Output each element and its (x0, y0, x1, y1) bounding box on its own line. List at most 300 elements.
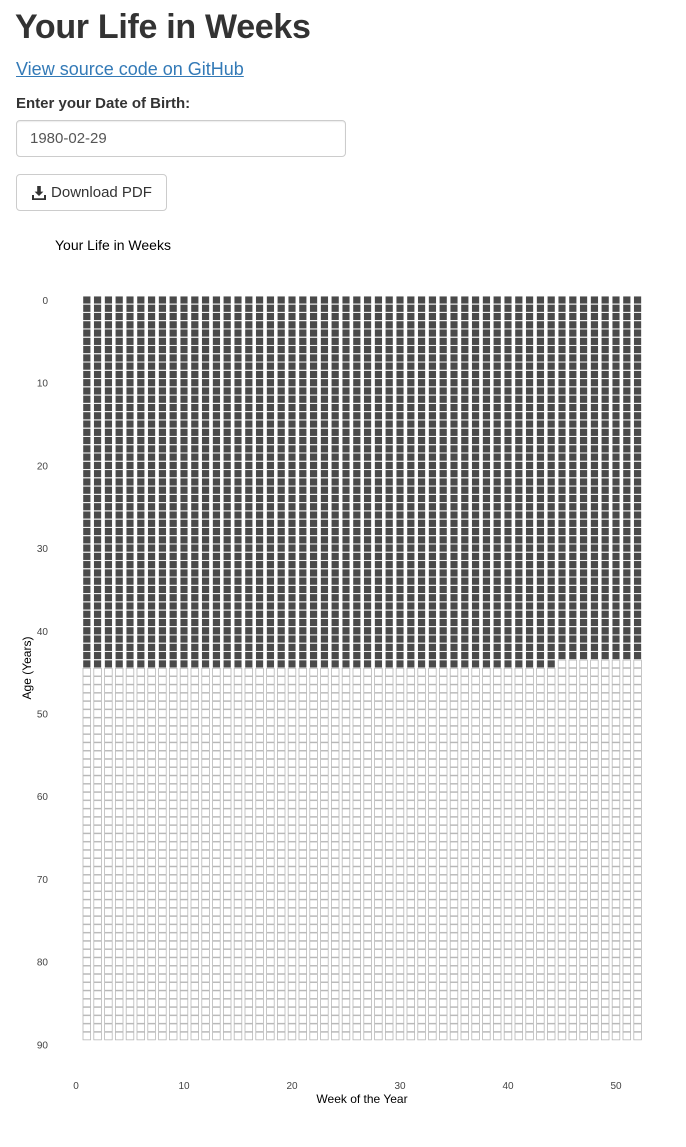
week-cell-future (623, 908, 631, 916)
week-cell-future (472, 776, 480, 784)
week-cell-lived (148, 338, 156, 346)
week-cell-lived (126, 429, 134, 437)
week-cell-future (612, 1007, 620, 1015)
week-cell-future (450, 817, 458, 825)
week-cell-lived (634, 553, 642, 561)
week-cell-future (310, 768, 318, 776)
week-cell-future (310, 685, 318, 693)
week-cell-lived (547, 635, 555, 643)
week-cell-lived (547, 354, 555, 362)
week-cell-lived (94, 586, 102, 594)
week-cell-future (472, 933, 480, 941)
week-cell-lived (169, 553, 177, 561)
week-cell-future (137, 693, 145, 701)
week-cell-lived (277, 329, 285, 337)
week-cell-lived (418, 313, 426, 321)
week-cell-lived (245, 577, 253, 585)
dob-input[interactable] (16, 120, 346, 157)
week-cell-lived (83, 519, 91, 527)
week-cell-future (115, 883, 123, 891)
week-cell-future (191, 768, 199, 776)
week-cell-future (515, 983, 523, 991)
week-cell-lived (159, 627, 167, 635)
week-cell-lived (126, 304, 134, 312)
week-cell-future (547, 776, 555, 784)
week-cell-future (148, 1007, 156, 1015)
week-cell-lived (342, 462, 350, 470)
week-cell-future (105, 1007, 113, 1015)
week-cell-future (515, 933, 523, 941)
week-cell-lived (202, 627, 210, 635)
week-cell-future (558, 784, 566, 792)
week-cell-future (396, 825, 404, 833)
week-cell-future (169, 859, 177, 867)
x-tick-label: 40 (502, 1081, 514, 1092)
week-cell-future (601, 958, 609, 966)
week-cell-lived (105, 635, 113, 643)
week-cell-lived (364, 486, 372, 494)
week-cell-lived (256, 528, 264, 536)
week-cell-lived (288, 619, 296, 627)
week-cell-lived (385, 346, 393, 354)
week-cell-lived (623, 511, 631, 519)
week-cell-future (148, 751, 156, 759)
week-cell-lived (105, 462, 113, 470)
week-cell-future (191, 875, 199, 883)
week-cell-future (310, 668, 318, 676)
week-cell-future (148, 950, 156, 958)
week-cell-future (299, 685, 307, 693)
week-cell-lived (331, 553, 339, 561)
week-cell-future (364, 991, 372, 999)
week-cell-future (385, 958, 393, 966)
week-cell-future (342, 908, 350, 916)
week-cell-future (634, 825, 642, 833)
week-cell-future (245, 892, 253, 900)
week-cell-lived (483, 586, 491, 594)
week-cell-lived (256, 445, 264, 453)
week-cell-lived (126, 362, 134, 370)
week-cell-lived (483, 338, 491, 346)
week-cell-lived (105, 445, 113, 453)
week-cell-future (623, 809, 631, 817)
week-cell-future (418, 900, 426, 908)
week-cell-future (191, 892, 199, 900)
week-cell-future (245, 743, 253, 751)
week-cell-lived (105, 478, 113, 486)
week-cell-future (137, 792, 145, 800)
week-cell-future (526, 743, 534, 751)
week-cell-future (483, 916, 491, 924)
week-cell-future (634, 999, 642, 1007)
week-cell-lived (191, 544, 199, 552)
week-cell-future (461, 958, 469, 966)
week-cell-future (94, 1016, 102, 1024)
week-cell-lived (504, 453, 512, 461)
week-cell-future (569, 933, 577, 941)
week-cell-lived (375, 379, 383, 387)
week-cell-future (634, 735, 642, 743)
week-cell-future (634, 1024, 642, 1032)
week-cell-future (94, 1024, 102, 1032)
y-tick-label: 40 (36, 626, 48, 638)
week-cell-lived (493, 470, 501, 478)
week-cell-future (450, 842, 458, 850)
week-cell-future (310, 784, 318, 792)
week-cell-lived (213, 395, 221, 403)
week-cell-future (385, 950, 393, 958)
week-cell-future (126, 751, 134, 759)
week-cell-future (483, 693, 491, 701)
week-cell-lived (569, 495, 577, 503)
week-cell-lived (159, 354, 167, 362)
week-cell-lived (353, 561, 361, 569)
week-cell-future (83, 743, 91, 751)
week-cell-lived (396, 627, 404, 635)
week-cell-lived (277, 296, 285, 304)
week-cell-lived (472, 412, 480, 420)
week-cell-lived (191, 660, 199, 668)
week-cell-future (94, 842, 102, 850)
week-cell-future (601, 842, 609, 850)
week-cell-future (515, 768, 523, 776)
week-cell-lived (277, 569, 285, 577)
week-cell-future (288, 850, 296, 858)
week-cell-future (180, 710, 188, 718)
week-cell-lived (245, 495, 253, 503)
week-cell-future (418, 1016, 426, 1024)
week-cell-lived (299, 453, 307, 461)
week-cell-lived (429, 627, 437, 635)
week-cell-future (601, 933, 609, 941)
week-cell-lived (450, 511, 458, 519)
week-cell-future (267, 792, 275, 800)
week-cell-lived (256, 577, 264, 585)
week-cell-lived (288, 635, 296, 643)
week-cell-lived (277, 387, 285, 395)
week-cell-lived (526, 528, 534, 536)
week-cell-lived (634, 528, 642, 536)
week-cell-future (245, 726, 253, 734)
week-cell-lived (450, 470, 458, 478)
week-cell-lived (321, 619, 329, 627)
week-cell-future (526, 842, 534, 850)
week-cell-future (429, 925, 437, 933)
week-cell-lived (515, 296, 523, 304)
week-cell-lived (601, 437, 609, 445)
week-cell-future (547, 685, 555, 693)
week-cell-lived (580, 652, 588, 660)
week-cell-lived (526, 354, 534, 362)
week-cell-future (310, 759, 318, 767)
week-cell-future (634, 1007, 642, 1015)
week-cell-lived (331, 354, 339, 362)
week-cell-future (234, 900, 242, 908)
week-cell-future (461, 1024, 469, 1032)
week-cell-lived (472, 478, 480, 486)
week-cell-future (202, 958, 210, 966)
week-cell-lived (450, 610, 458, 618)
week-cell-future (504, 991, 512, 999)
week-cell-future (321, 784, 329, 792)
week-cell-lived (547, 437, 555, 445)
week-cell-future (234, 999, 242, 1007)
week-cell-future (223, 958, 231, 966)
week-cell-future (169, 892, 177, 900)
week-cell-future (515, 668, 523, 676)
week-cell-lived (267, 619, 275, 627)
week-cell-lived (180, 619, 188, 627)
week-cell-lived (126, 602, 134, 610)
week-cell-future (418, 677, 426, 685)
week-cell-lived (148, 395, 156, 403)
week-cell-lived (234, 313, 242, 321)
week-cell-future (299, 710, 307, 718)
week-cell-future (547, 726, 555, 734)
week-cell-lived (526, 602, 534, 610)
week-cell-future (148, 759, 156, 767)
week-cell-future (288, 908, 296, 916)
week-cell-future (504, 908, 512, 916)
week-cell-lived (429, 379, 437, 387)
week-cell-future (159, 974, 167, 982)
week-cell-future (547, 941, 555, 949)
week-cell-lived (547, 602, 555, 610)
week-cell-future (591, 859, 599, 867)
week-cell-future (159, 925, 167, 933)
week-cell-future (148, 974, 156, 982)
week-cell-future (331, 900, 339, 908)
week-cell-lived (429, 486, 437, 494)
week-cell-future (429, 834, 437, 842)
week-cell-lived (267, 503, 275, 511)
week-cell-future (148, 1016, 156, 1024)
week-cell-future (126, 842, 134, 850)
week-cell-future (623, 660, 631, 668)
week-cell-lived (396, 387, 404, 395)
week-cell-future (450, 792, 458, 800)
week-cell-future (634, 718, 642, 726)
chart-title: Your Life in Weeks (55, 237, 171, 253)
week-cell-future (493, 792, 501, 800)
week-cell-future (191, 743, 199, 751)
week-cell-lived (634, 395, 642, 403)
week-cell-lived (126, 569, 134, 577)
week-cell-future (591, 801, 599, 809)
week-cell-lived (580, 627, 588, 635)
week-cell-future (439, 966, 447, 974)
week-cell-future (83, 825, 91, 833)
week-cell-future (429, 842, 437, 850)
week-cell-lived (472, 619, 480, 627)
week-cell-lived (94, 561, 102, 569)
week-cell-lived (569, 610, 577, 618)
week-cell-future (461, 850, 469, 858)
week-cell-lived (493, 536, 501, 544)
week-cell-lived (375, 610, 383, 618)
week-cell-lived (202, 602, 210, 610)
week-cell-lived (94, 445, 102, 453)
week-cell-future (277, 1032, 285, 1040)
week-cell-lived (515, 462, 523, 470)
week-cell-future (558, 685, 566, 693)
week-cell-lived (461, 338, 469, 346)
week-cell-lived (137, 586, 145, 594)
week-cell-lived (353, 627, 361, 635)
week-cell-future (191, 1032, 199, 1040)
week-cell-lived (223, 354, 231, 362)
week-cell-future (105, 925, 113, 933)
week-cell-future (493, 850, 501, 858)
week-cell-future (418, 908, 426, 916)
week-cell-future (277, 784, 285, 792)
week-cell-lived (191, 495, 199, 503)
week-cell-lived (310, 544, 318, 552)
week-cell-lived (418, 644, 426, 652)
week-cell-future (126, 908, 134, 916)
week-cell-future (191, 685, 199, 693)
week-cell-future (429, 974, 437, 982)
week-cell-future (310, 859, 318, 867)
week-cell-future (569, 900, 577, 908)
week-cell-lived (623, 445, 631, 453)
week-cell-lived (569, 569, 577, 577)
week-cell-future (342, 751, 350, 759)
week-cell-lived (169, 362, 177, 370)
week-cell-lived (504, 519, 512, 527)
week-cell-future (623, 916, 631, 924)
week-cell-lived (148, 453, 156, 461)
week-cell-future (213, 1024, 221, 1032)
week-cell-future (418, 751, 426, 759)
week-cell-lived (591, 495, 599, 503)
week-cell-future (591, 916, 599, 924)
week-cell-future (634, 916, 642, 924)
week-cell-lived (461, 429, 469, 437)
week-cell-lived (493, 462, 501, 470)
week-cell-lived (321, 610, 329, 618)
week-cell-future (537, 892, 545, 900)
week-cell-lived (450, 404, 458, 412)
week-cell-future (580, 966, 588, 974)
week-cell-lived (623, 371, 631, 379)
week-cell-future (504, 743, 512, 751)
week-cell-future (623, 925, 631, 933)
week-cell-future (450, 751, 458, 759)
week-cell-future (137, 892, 145, 900)
week-cell-lived (439, 338, 447, 346)
week-cell-lived (364, 429, 372, 437)
week-cell-lived (126, 346, 134, 354)
week-cell-lived (547, 644, 555, 652)
download-pdf-button[interactable] (16, 174, 167, 211)
week-cell-lived (223, 486, 231, 494)
week-cell-lived (321, 304, 329, 312)
week-cell-lived (267, 652, 275, 660)
week-cell-future (83, 1007, 91, 1015)
week-cell-future (634, 991, 642, 999)
week-cell-lived (591, 619, 599, 627)
week-cell-lived (169, 495, 177, 503)
week-cell-lived (634, 577, 642, 585)
week-cell-lived (429, 429, 437, 437)
week-cell-lived (623, 395, 631, 403)
week-cell-future (310, 693, 318, 701)
week-cell-lived (353, 420, 361, 428)
week-cell-future (299, 677, 307, 685)
week-cell-lived (439, 528, 447, 536)
week-cell-future (569, 974, 577, 982)
week-cell-future (472, 916, 480, 924)
week-cell-future (385, 817, 393, 825)
week-cell-future (105, 718, 113, 726)
week-cell-lived (115, 429, 123, 437)
week-cell-lived (180, 371, 188, 379)
week-cell-future (601, 792, 609, 800)
week-cell-future (396, 743, 404, 751)
week-cell-future (429, 883, 437, 891)
week-cell-lived (137, 321, 145, 329)
week-cell-future (180, 817, 188, 825)
week-cell-future (493, 743, 501, 751)
week-cell-lived (169, 470, 177, 478)
week-cell-future (601, 925, 609, 933)
week-cell-future (526, 933, 534, 941)
github-source-link[interactable]: View source code on GitHub (16, 59, 244, 79)
week-cell-future (245, 809, 253, 817)
week-cell-future (245, 883, 253, 891)
week-cell-lived (105, 412, 113, 420)
week-cell-future (623, 999, 631, 1007)
week-cell-future (213, 991, 221, 999)
week-cell-lived (126, 437, 134, 445)
y-tick-label: 10 (36, 378, 48, 390)
week-cell-lived (245, 362, 253, 370)
week-cell-lived (83, 577, 91, 585)
week-cell-lived (591, 602, 599, 610)
week-cell-lived (148, 528, 156, 536)
week-cell-future (634, 784, 642, 792)
week-cell-lived (558, 395, 566, 403)
week-cell-future (526, 900, 534, 908)
week-cell-lived (601, 511, 609, 519)
week-cell-lived (105, 437, 113, 445)
week-cell-lived (148, 362, 156, 370)
week-cell-lived (385, 478, 393, 486)
week-cell-lived (526, 536, 534, 544)
week-cell-lived (461, 577, 469, 585)
week-cell-lived (439, 652, 447, 660)
week-cell-future (472, 784, 480, 792)
week-cell-future (223, 792, 231, 800)
week-cell-future (450, 991, 458, 999)
week-cell-lived (256, 304, 264, 312)
week-cell-future (148, 726, 156, 734)
week-cell-future (83, 685, 91, 693)
week-cell-lived (375, 346, 383, 354)
week-cell-future (515, 817, 523, 825)
week-cell-lived (493, 412, 501, 420)
week-cell-lived (601, 346, 609, 354)
week-cell-lived (537, 313, 545, 321)
week-cell-lived (493, 619, 501, 627)
week-cell-future (634, 685, 642, 693)
week-cell-lived (169, 453, 177, 461)
week-cell-future (256, 875, 264, 883)
week-cell-future (375, 875, 383, 883)
week-cell-lived (126, 528, 134, 536)
week-cell-future (547, 792, 555, 800)
